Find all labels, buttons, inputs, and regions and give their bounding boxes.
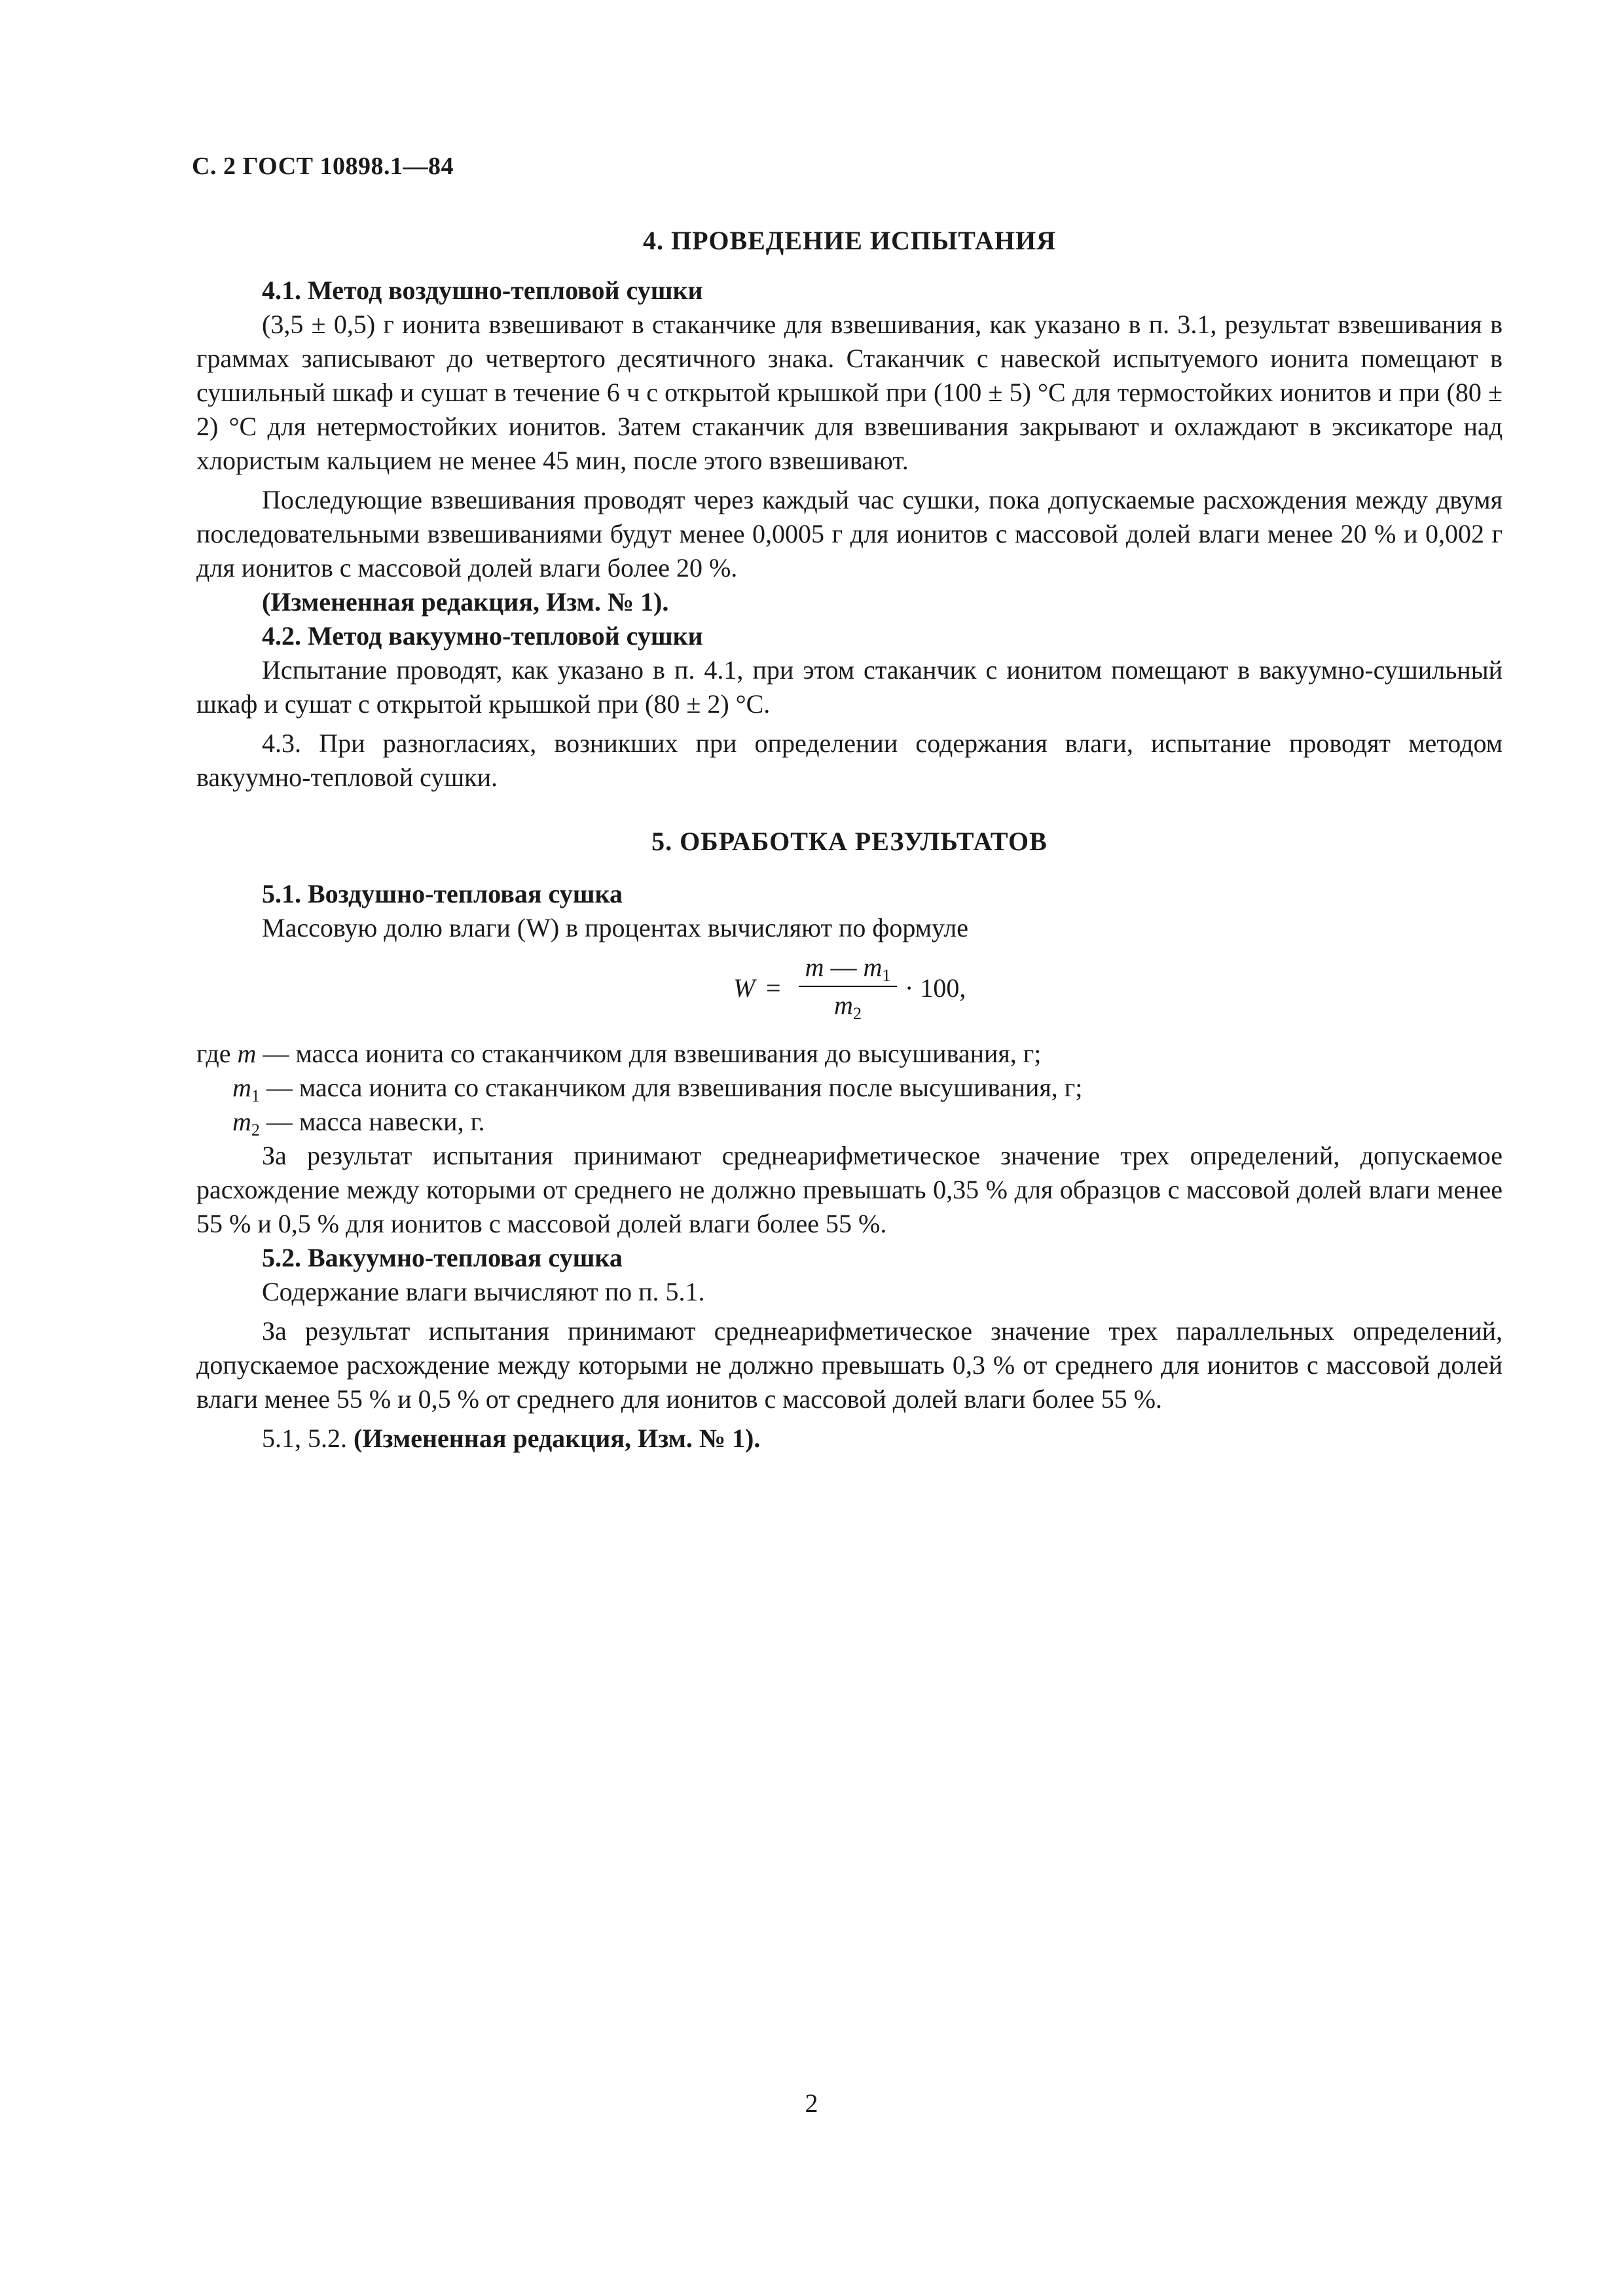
- paragraph-5-2-2: За результат испытания принимают среднеарифметическое значение трех параллельных определений, допускаемое расхождение между которыми не должно превышать 0,3 % от среднего для ионитов с массовой долей влаги менее 55 % и 0,5 % от среднего для ионитов с массовой долей влаги более 55 %.: [196, 1316, 1503, 1414]
- formula-fraction: [799, 952, 897, 1023]
- variable-definition-m2: $m_2$ — масса навески, г.: [232, 1107, 485, 1139]
- amendment-note-4-1: (Измененная редакция, Изм. № 1).: [262, 587, 669, 617]
- subsection-4-2-title: 4.2. Метод вакуумно-тепловой сушки: [262, 621, 703, 651]
- paragraph-5-2-1: Содержание влаги вычисляют по п. 5.1.: [262, 1277, 705, 1306]
- variable-definition-m: где m — масса ионита со стаканчиком для взвешивания до высушивания, г;: [196, 1039, 1042, 1068]
- page-header: С. 2 ГОСТ 10898.1—84: [192, 152, 454, 180]
- page-number: 2: [805, 2089, 818, 2118]
- moisture-formula: [196, 952, 1503, 1030]
- subsection-5-1-title: 5.1. Воздушно-тепловая сушка: [262, 879, 623, 908]
- variable-definition-m1: $m_1$ — масса ионита со стаканчиком для взвешивания после высушивания, г;: [232, 1073, 1083, 1105]
- paragraph-4-1-1: (3,5 ± 0,5) г ионита взвешивают в стаканчике для взвешивания, как указано в п. 3.1, результат взвешивания в граммах записывают до четвертого десятичного знака. Стаканчик с навеской испытуемого ионита помещают в сушильный шкаф и сушат в течение 6 ч с открытой крышкой при (100 ± 5) °С для термостойких ионитов и при (80 ± 2) °С для нетермостойких ионитов. Затем стаканчик для взвешивания закрывают и охлаждают в эксикаторе над хлористым кальцием не менее 45 мин, после этого взвешивают.: [196, 310, 1503, 475]
- section-4-title: 4. ПРОВЕДЕНИЕ ИСПЫТАНИЯ: [643, 226, 1056, 255]
- formula-denominator: $m_2$: [834, 990, 862, 1023]
- paragraph-4-3: 4.3. При разногласиях, возникших при определении содержания влаги, испытание проводят методом вакуумно-тепловой сушки.: [196, 728, 1503, 792]
- section-5-title: 5. ОБРАБОТКА РЕЗУЛЬТАТОВ: [651, 827, 1048, 856]
- formula-lhs: W: [733, 973, 756, 1003]
- paragraph-5-1-intro: Массовую долю влаги (W) в процентах вычисляют по формуле: [262, 913, 968, 942]
- formula-rhs: · 100,: [905, 973, 966, 1003]
- paragraph-5-1-2: За результат испытания принимают среднеарифметическое значение трех определений, допускаемое расхождение между которыми от среднего не должно превышать 0,35 % для образцов с массовой долей влаги менее 55 % и 0,5 % для ионитов с массовой долей влаги более 55 %.: [196, 1141, 1503, 1238]
- fraction-bar: [799, 986, 897, 987]
- paragraph-4-2-1: Испытание проводят, как указано в п. 4.1, при этом стаканчик с ионитом помещают в вакуумно-сушильный шкаф и сушат с открытой крышкой при (80 ± 2) °С.: [196, 655, 1503, 719]
- formula-equals: =: [766, 973, 781, 1003]
- page-content: [196, 223, 1503, 1456]
- formula-numerator: m — $m_1$: [805, 952, 891, 985]
- subsection-4-1-title: 4.1. Метод воздушно-тепловой сушки: [262, 276, 703, 305]
- subsection-5-2-title: 5.2. Вакуумно-тепловая сушка: [262, 1243, 623, 1272]
- paragraph-4-1-2: Последующие взвешивания проводят через каждый час сушки, пока допускаемые расхождения между двумя последовательными взвешиваниями будут менее 0,0005 г для ионитов с массовой долей влаги менее 20 % и 0,002 г для ионитов с массовой долей влаги более 20 %.: [196, 485, 1503, 583]
- amendment-note-5: 5.1, 5.2. (Измененная редакция, Изм. № 1).: [262, 1424, 761, 1453]
